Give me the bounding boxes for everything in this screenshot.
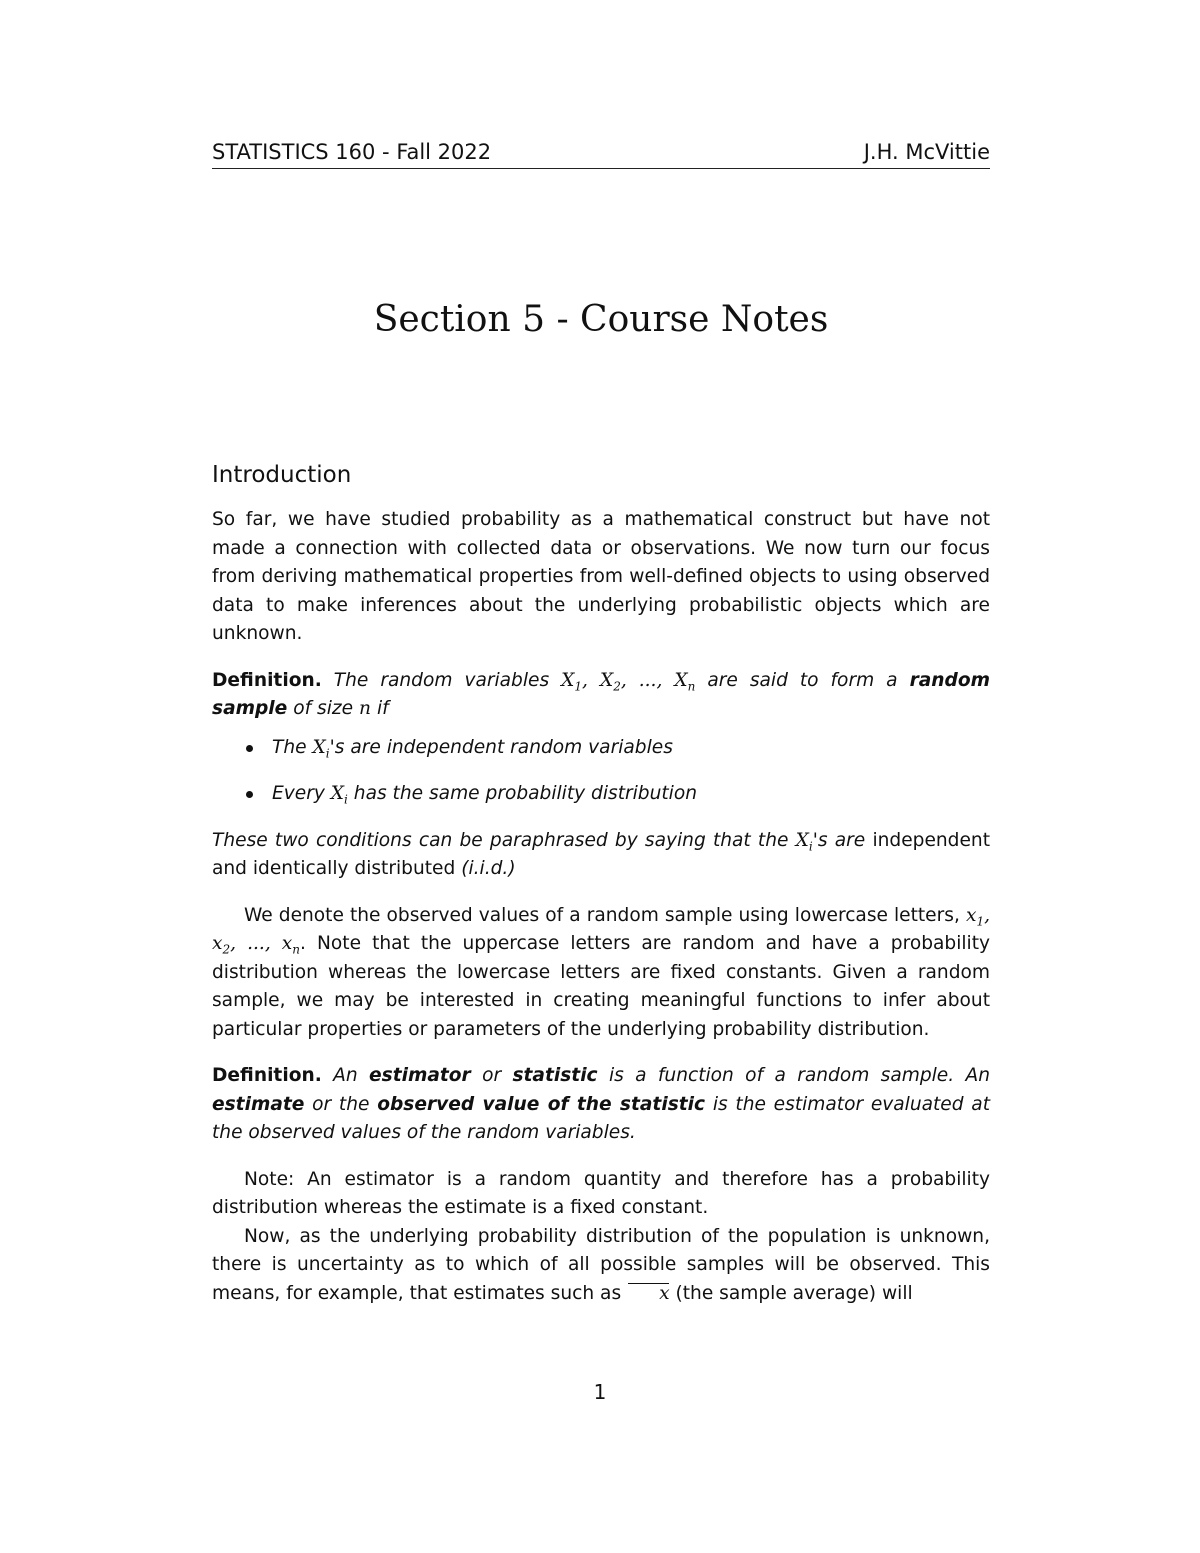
xbar-symbol: x xyxy=(627,1280,670,1309)
list-item: Every $X_i$ has the same probability distribution xyxy=(212,780,990,809)
page-title: Section 5 - Course Notes xyxy=(373,299,829,340)
iid-paragraph: These two conditions can be paraphrased by saying that the $X_i's$ are independent and identically distributed (i.i.d.) xyxy=(212,829,990,879)
closing-paragraph: Now, as the underlying probability distribution of the population is unknown, there is uncertainty as to which of all possible samples will be observed. This means, for example, that estimates such as x (the sample average) will xyxy=(212,1223,990,1309)
definition-label: Definition. xyxy=(212,1065,322,1086)
list-item: The $X_i's$ are independent random variables xyxy=(212,734,990,763)
bullet-icon xyxy=(246,745,253,752)
intro-paragraph: So far, we have studied probability as a mathematical construct but have not made a connection with collected data or observations. We now turn our focus from deriving mathematical properties from well-defined objects to using observed data to make inferences about the underlying probabilistic objects which are unknown. xyxy=(212,509,990,644)
definition-label: Definition. xyxy=(212,669,322,691)
definition-conditions-list xyxy=(212,734,990,809)
course-label: STATISTICS 160 - Fall 2022 xyxy=(212,140,492,164)
definition-random-sample: Definition. The random variables $X_1$, $X_2$, ..., $X_n$ are said to form a random sample of size n if xyxy=(212,669,990,719)
page-number: 1 xyxy=(593,1380,607,1404)
note-paragraph: Note: An estimator is a random quantity and therefore has a probability distribution whereas the estimate is a fixed constant. xyxy=(212,1168,990,1218)
author-label: J.H. McVittie xyxy=(863,140,990,164)
section-heading-introduction: Introduction xyxy=(212,462,352,488)
bullet-icon xyxy=(246,791,253,798)
term-random-sample: random sample xyxy=(212,669,990,719)
page xyxy=(212,140,990,1308)
observed-values-paragraph: We denote the observed values of a random sample using lowercase letters, $x_1$, $x_2$, ..., $x_n$. Note that the uppercase letters are random and have a probability distribution whereas the lowercase letters are fixed constants. Given a random sample, we may be interested in creating meaningful functions to infer about particular properties or parameters of the underlying probability distribution. xyxy=(212,904,990,1040)
definition-estimator: Definition. An estimator or statistic is a function of a random sample. An estimate or the observed value of the statistic is the estimator evaluated at the observed values of the random variables. xyxy=(212,1065,991,1143)
running-header xyxy=(212,140,990,169)
